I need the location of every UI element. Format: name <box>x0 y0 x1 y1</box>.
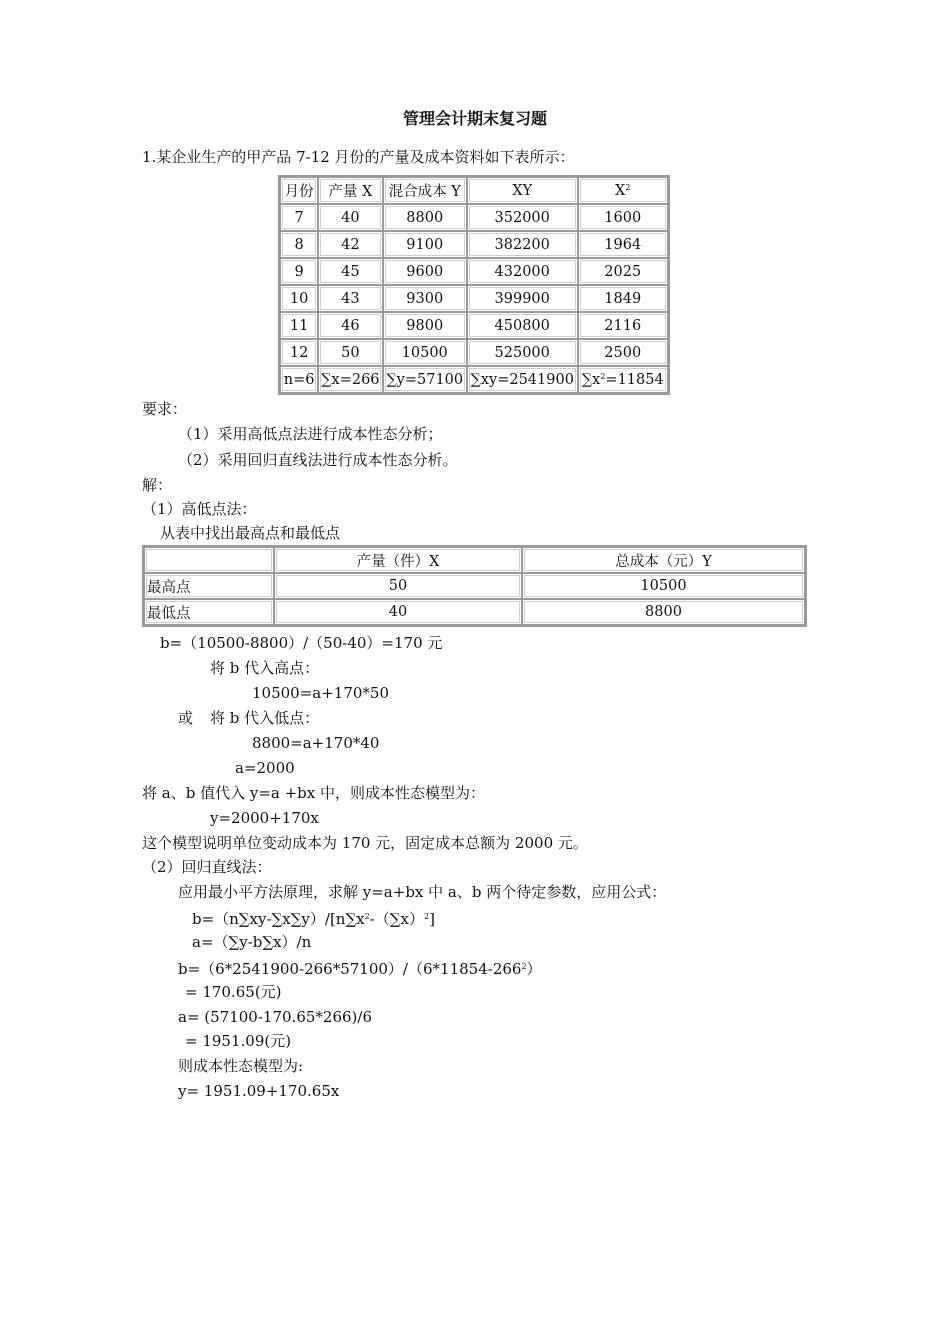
table-totals-row <box>280 366 668 393</box>
table-row <box>280 285 668 312</box>
table-header-row <box>144 547 805 573</box>
table-cell: 8800 <box>522 599 805 625</box>
cost-model: y=2000+170x <box>210 809 319 827</box>
table-cell: 9300 <box>383 285 467 312</box>
table-cell: 382200 <box>467 231 578 258</box>
requirements-label: 要求： <box>142 400 188 418</box>
table-row <box>144 599 805 625</box>
part2-heading: （2）回归直线法： <box>142 858 272 876</box>
a-numeric: a= (57100-170.65*266)/6 <box>178 1008 372 1026</box>
b-result: = 170.65(元) <box>185 983 282 1001</box>
page-title: 管理会计期末复习题 <box>402 109 547 128</box>
or-text: 或 <box>178 709 194 727</box>
table-cell: 42 <box>318 231 382 258</box>
table-header-row <box>280 177 668 204</box>
table-row <box>280 258 668 285</box>
table-cell: 7 <box>280 204 318 231</box>
table-cell: 2500 <box>578 339 669 366</box>
row-label: 最高点 <box>144 573 274 599</box>
table-cell: 1964 <box>578 231 669 258</box>
cost-model-2: y= 1951.09+170.65x <box>178 1082 340 1100</box>
table-cell: 43 <box>318 285 382 312</box>
table-cell: 8800 <box>383 204 467 231</box>
a-value: a=2000 <box>235 759 295 777</box>
table-cell: 10500 <box>383 339 467 366</box>
table-row <box>280 231 668 258</box>
table-cell: 9600 <box>383 258 467 285</box>
table-cell: 50 <box>318 339 382 366</box>
header-cell: 混合成本 Y <box>383 177 467 204</box>
b-calculation: b=（10500-8800）/（50-40）=170 元 <box>160 634 443 652</box>
model2-intro: 则成本性态模型为: <box>178 1057 304 1075</box>
table-row <box>280 312 668 339</box>
requirement-2: （2）采用回归直线法进行成本性态分析。 <box>178 451 458 469</box>
header-cell: 产量（件）X <box>274 547 522 573</box>
table-cell: 40 <box>318 204 382 231</box>
table-cell: 50 <box>274 573 522 599</box>
requirement-1: （1）采用高低点法进行成本性态分析； <box>178 425 443 443</box>
totals-n: n=6 <box>280 366 318 393</box>
table-cell: 45 <box>318 258 382 285</box>
find-points-text: 从表中找出最高点和最低点 <box>160 524 341 542</box>
totals-sum-xy: ∑xy=2541900 <box>467 366 578 393</box>
table-cell: 9 <box>280 258 318 285</box>
table-row <box>280 204 668 231</box>
totals-sum-x2: $\sum x^2=11854$ <box>578 366 669 393</box>
model-intro: 将 a、b 值代入 y=a +bx 中，则成本性态模型为： <box>142 784 486 802</box>
row-label: 最低点 <box>144 599 274 625</box>
table-cell: 399900 <box>467 285 578 312</box>
table-cell: 432000 <box>467 258 578 285</box>
table-cell: 8 <box>280 231 318 258</box>
table-cell: 11 <box>280 312 318 339</box>
a-result: = 1951.09(元) <box>185 1032 292 1050</box>
table-cell: 10500 <box>522 573 805 599</box>
table-cell: 12 <box>280 339 318 366</box>
production-cost-table <box>278 175 670 395</box>
table-cell: 525000 <box>467 339 578 366</box>
substitute-low-text: 将 b 代入低点： <box>210 709 320 727</box>
table-cell: 1600 <box>578 204 669 231</box>
table-cell: 450800 <box>467 312 578 339</box>
model-explanation: 这个模型说明单位变动成本为 170 元，固定成本总额为 2000 元。 <box>142 834 588 852</box>
table-cell: 2025 <box>578 258 669 285</box>
least-squares-text: 应用最小平方法原理，求解 y=a+bx 中 a、b 两个待定参数，应用公式： <box>178 883 667 901</box>
header-cell: 月份 <box>280 177 318 204</box>
header-cell: 总成本（元）Y <box>522 547 805 573</box>
table-cell: 46 <box>318 312 382 339</box>
table-cell: 1849 <box>578 285 669 312</box>
solution-label: 解： <box>142 476 173 494</box>
high-low-table <box>142 545 807 627</box>
equation-high: 10500=a+170*50 <box>252 684 390 702</box>
header-cell: XY <box>467 177 578 204</box>
table-cell: 10 <box>280 285 318 312</box>
table-cell: 352000 <box>467 204 578 231</box>
table-cell: 2116 <box>578 312 669 339</box>
equation-low: 8800=a+170*40 <box>252 734 380 752</box>
header-cell: 产量 X <box>318 177 382 204</box>
totals-sum-y: ∑y=57100 <box>383 366 467 393</box>
formula-a: a=（∑y-b∑x）/n <box>192 933 312 951</box>
totals-sum-x: ∑x=266 <box>318 366 382 393</box>
header-cell <box>144 547 274 573</box>
table-cell: 9100 <box>383 231 467 258</box>
table-row <box>144 573 805 599</box>
header-cell: $X^2$ <box>578 177 669 204</box>
formula-b: $b=(n\sum xy-\sum x\sum y)/[n\sum x^2-(\sum x)^2]$ <box>192 910 435 928</box>
substitute-high-text: 将 b 代入高点： <box>210 659 320 677</box>
part1-heading: （1）高低点法： <box>142 500 257 518</box>
table-cell: 9800 <box>383 312 467 339</box>
b-numeric: $b=(6*2541900-266*57100)/(6*11854-266^2)$ <box>178 960 542 978</box>
table-row <box>280 339 668 366</box>
question-1: 1.某企业生产的甲产品 7-12 月份的产量及成本资料如下表所示： <box>142 148 575 166</box>
table-cell: 40 <box>274 599 522 625</box>
